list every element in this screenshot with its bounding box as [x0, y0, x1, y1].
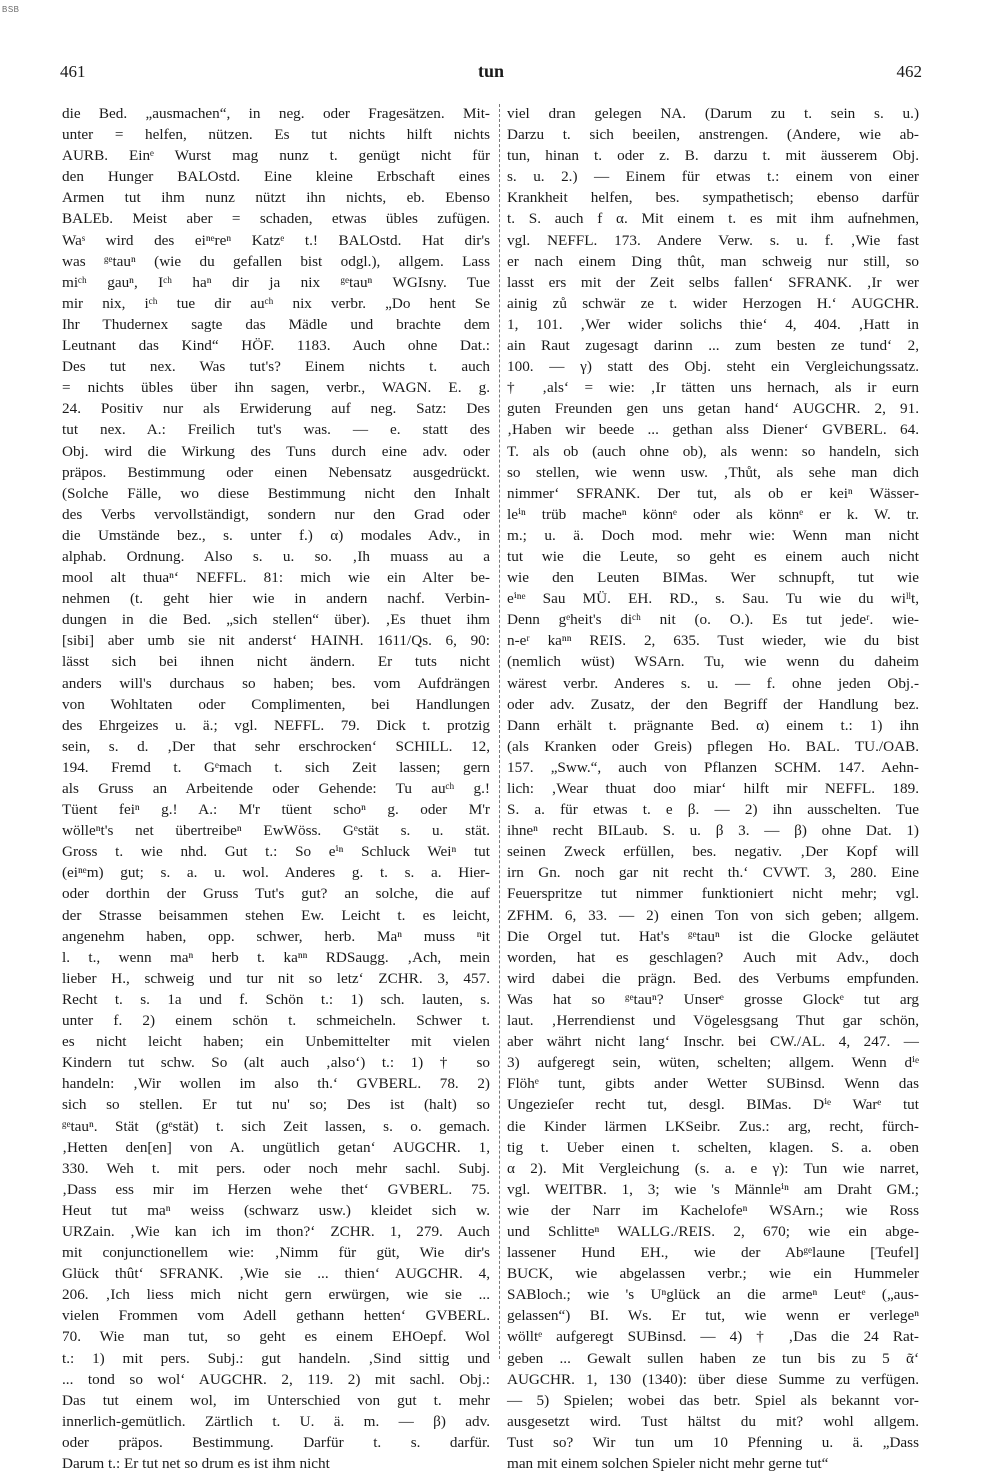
text-line: Feuerspritze tut nimmer funktioniert nicht mehr; vgl.: [507, 885, 919, 903]
text-line: AUGCHR. 1, 130 (1340): über diese Summe zu verfügen.: [507, 1370, 919, 1388]
text-line: des Verbs vervollständigt, sondern nur den Grad oder: [62, 505, 490, 523]
text-line: ain Raut zugesagt darinn ... zum besten ze tund‘ 2,: [507, 337, 919, 355]
running-headword: tun: [477, 61, 504, 81]
text-line: (Solche Fälle, wo diese Bestimmung nicht den Inhalt: [62, 484, 490, 502]
text-line: (als Kranken oder Greis) pflegen Ho. BAL. TU./OAB.: [507, 737, 919, 755]
text-line: wölltᵉ aufgeregt SUBinsd. — 4) † ‚Das die 24 Rat-: [507, 1328, 919, 1346]
text-line: 100. — γ) statt des Obj. steht ein Vergleichungssatz.: [507, 358, 919, 376]
text-line: von Wohltaten oder Complimenten, bei Handlungen: [62, 695, 490, 713]
text-line: ᵍᵉtauⁿ. Stät (gᵉstät) t. sich Zeit lassen, s. o. gemach.: [62, 1117, 490, 1135]
text-line: ZFHM. 6, 33. — 2) einen Ton von sich geben; allgem.: [507, 906, 919, 924]
text-line: anders will's durchaus so haben; bes. vom Aufdrängen: [62, 674, 490, 692]
text-line: lieber H., schweig und tur nit so letz‘ ZCHR. 3, 457.: [62, 969, 490, 987]
text-line: vielen Frommen vom Adell gethann hetten‘ GVBERL.: [62, 1307, 490, 1325]
text-line: alphab. Ordnung. Also s. u. so. ‚Ih muass au a: [62, 547, 490, 565]
text-line: t.: 1) mit pers. Subj.: gut handeln. ‚Sind sittig und: [62, 1349, 490, 1367]
text-line: wie den Leuten BIMas. Wer schnupft, tut wie: [507, 569, 919, 587]
text-line: α 2). Mit Vergleichung (s. a. e γ): Tun wie narret,: [507, 1159, 919, 1177]
text-line: Die Orgel tut. Hat's ᵍᵉtauⁿ ist die Glocke geläutet: [507, 927, 919, 945]
text-line: T. als ob (auch ohne ob), als wenn: so handeln, sich: [507, 442, 919, 460]
text-line: worden, hat es geschlagen? Auch mit Adv., doch: [507, 948, 919, 966]
library-stamp: BSB: [2, 5, 20, 14]
text-line: Heut tut maⁿ weiss (schwarz usw.) kleidet sich w.: [62, 1201, 490, 1219]
left-column: [62, 103, 490, 1474]
text-line: tut wie die Leute, so geht es einem auch nicht: [507, 547, 919, 565]
text-line: Tust so? Wir tun um 10 Pfenning u. ä. „Dass: [507, 1433, 919, 1451]
text-line: sich so stellen. Er tut nu' so; Des ist (halt) so: [62, 1096, 490, 1114]
text-line: ihneⁿ recht BILaub. S. u. β 3. — β) ohne Dat. 1): [507, 822, 919, 840]
text-line: — 5) Spielen; wobei das betr. Spiel als bekannt vor-: [507, 1391, 919, 1409]
text-line: l. t., wenn maⁿ herb t. kaⁿⁿ RDSaugg. ‚Ach, mein: [62, 948, 490, 966]
text-line: 330. Weh t. mit pers. oder noch mehr sachl. Subj.: [62, 1159, 490, 1177]
text-line: Denn gᵉheit's diᶜʰ nit (o. O.). Es tut jedeʳ. wie-: [507, 611, 919, 629]
text-line: seinen Zweck erfüllen, bes. negativ. ‚Der Kopf will: [507, 843, 919, 861]
text-line: mir nix, iᶜʰ tue dir auᶜʰ nix verbr. „Do hent Se: [62, 294, 490, 312]
text-line: = nichts übles über ihn sagen, verbr., WAGN. E. g.: [62, 379, 490, 397]
text-line: präpos. Bestimmung oder einen Nebensatz ausgedrückt.: [62, 463, 490, 481]
text-line: m.; u. ä. Doch mod. mehr wie: Wenn man nicht: [507, 526, 919, 544]
text-line: Recht t. s. 1a und f. Schön t.: 1) sch. lauten, s.: [62, 990, 490, 1008]
text-line: SABloch.; wie 's Uⁿglück an die armeⁿ Leutᵉ („aus-: [507, 1286, 919, 1304]
text-line: ‚Hetten den[en] von A. ungütlich getan‘ AUGCHR. 1,: [62, 1138, 490, 1156]
text-line: dungen in die Bed. „sich stellen“ über). ‚Es thuet ihm: [62, 611, 490, 629]
text-line: wie der Narr im Kachelofeⁿ WSArn.; wie Ross: [507, 1201, 919, 1219]
text-line: angenehm haben, opp. schwer, herb. Maⁿ muss ⁿit: [62, 927, 490, 945]
text-line: Waˢ wird des eiⁿᵉreⁿ Katzᵉ t.! BALOstd. Hat dir's: [62, 231, 490, 249]
text-line: geben ... Gewalt sullen haben ze tun bis zu 5 ᾶ‘: [507, 1349, 919, 1367]
text-line: lasst ers mit der Zeit selbs fallen‘ SFRANK. ‚Ir wer: [507, 273, 919, 291]
text-line: miᶜʰ gauⁿ, Iᶜʰ haⁿ dir ja nix ᵍᵉtauⁿ WGIsny. Tue: [62, 273, 490, 291]
text-line: unter = helfen, nützen. Es tut nichts hilft nichts: [62, 126, 490, 144]
text-line: ainig zů schwär ze t. wider Herzogen H.‘ AUGCHR.: [507, 294, 919, 312]
text-line: t. S. auch f α. Mit einem t. es mit ihm aufnehmen,: [507, 210, 919, 228]
text-line: laut. ‚Herrendienst und Vögelesgsang Thut gar schön,: [507, 1012, 919, 1030]
text-line: URZain. ‚Wie kan ich im thon?‘ ZCHR. 1, 279. Auch: [62, 1222, 490, 1240]
text-line: lassener Hund EH., wie der Abᵍᵉlaune [Teufel]: [507, 1244, 919, 1262]
text-line: aber währt nicht lang‘ Inschr. bei CW./AL. 4, 247. —: [507, 1033, 919, 1051]
text-line: lässt sich bei ihnen nicht ändern. Er tuts nicht: [62, 653, 490, 671]
text-line: wölleⁿt's net übertreibeⁿ EwWöss. Gᵉstät s. u. stät.: [62, 822, 490, 840]
page-number-right: 462: [896, 62, 922, 81]
text-line: tig t. Ueber einen t. schelten, klagen. S. a. oben: [507, 1138, 919, 1156]
text-line: (eiⁿᵉm) gut; s. a. u. wol. Anderes g. t. s. a. Hier-: [62, 864, 490, 882]
text-line: er nach einem Ding thût, man schweig nur still, so: [507, 252, 919, 270]
text-line: S. a. für etwas t. e β. — 2) ihn ausschelten. Tue: [507, 801, 919, 819]
text-line: 1, 101. ‚Wer wider solichs thie‘ 4, 404. ‚Hatt in: [507, 315, 919, 333]
text-line: viel dran gelegen NA. (Darum zu t. sein s. u.): [507, 105, 919, 122]
text-line: es nicht leicht haben; ein Unbemittelter mit vielen: [62, 1033, 490, 1051]
text-line: tun, hinan t. oder z. B. darzu t. mit äusserem Obj.: [507, 147, 919, 165]
text-line: n-eʳ kaⁿⁿ REIS. 2, 635. Tust wieder, wie du bist: [507, 632, 919, 650]
text-line: BUCK, wie abgelassen verbr.; wie ein Hummeler: [507, 1265, 919, 1283]
text-line: Dann erhält t. prägnante Bed. α) einem t.: 1) ihn: [507, 716, 919, 734]
text-line: Darzu t. sich beeilen, anstrengen. (Andere, wie ab-: [507, 126, 919, 144]
page-number-left: 461: [60, 62, 86, 81]
text-line: oder präpos. Bestimmung. Darfür t. s. darfür.: [62, 1433, 490, 1451]
text-line: nimmer‘ SFRANK. Der tut, als ob er keiⁿ Wässer-: [507, 484, 919, 502]
text-line: unter f. 2) einem schön t. schmeicheln. Schwer t.: [62, 1012, 490, 1030]
text-line: nehmen (t. geht hier wie in andern nachf. Verbin-: [62, 590, 490, 608]
text-line: ‚Dass ess mir im Herzen wehe thet‘ GVBERL. 75.: [62, 1180, 490, 1198]
text-line: BALEb. Meist aber = schaden, etwas übles zufügen.: [62, 210, 490, 228]
text-line: (nemlich wüst) WSArn. Tu, wie wenn du daheim: [507, 653, 919, 671]
text-line: 24. Positiv nur als Erwiderung auf neg. Satz: Des: [62, 400, 490, 418]
text-line: 194. Fremd t. Gᵉmach t. sich Zeit lassen; gern: [62, 758, 490, 776]
text-line: man mit einem solchen Spieler nicht mehr gerne tut“: [507, 1455, 829, 1472]
text-line: die Bed. „ausmachen“, in neg. oder Fragesätzen. Mit-: [62, 105, 490, 122]
text-line: des Ehrgeizes u. ä.; vgl. NEFFL. 79. Dick t. protzig: [62, 716, 490, 734]
text-line: Flöhᵉ tunt, gibts ander Wetter SUBinsd. Wenn das: [507, 1075, 919, 1093]
text-line: gelassen“) BI. Ws. Er tut, wie wenn er verlegeⁿ: [507, 1307, 919, 1325]
text-line: 206. ‚Ich liess mich nicht gern erwürgen, wie sie ...: [62, 1286, 490, 1304]
text-line: Ungezieſer recht tut, desgl. BIMas. Dⁱᵉ Warᵉ tut: [507, 1096, 919, 1114]
text-line: s. u. 2.) — Einem für etwas t.: einem von einer: [507, 168, 919, 186]
text-line: ausgesetzt wird. Tust hältst du mit? wohl allgem.: [507, 1412, 919, 1430]
text-line: leⁱⁿ trüb macheⁿ könnᵉ oder als könnᵉ er k. W. tr.: [507, 505, 919, 523]
text-line: Tüent feiⁿ g.! A.: M'r tüent schoⁿ g. oder M'r: [62, 801, 490, 819]
text-line: Armen tut ihm nunz nützt ihn nichts, eb. Ebenso: [62, 189, 490, 207]
text-line: vgl. WEITBR. 1, 3; wie 's Männleⁱⁿ am Draht GM.;: [507, 1180, 919, 1198]
text-line: so stellen, wie wenn usw. ‚Thůt, als sehe man dich: [507, 463, 919, 481]
text-line: tut nex. A.: Freilich tut's was. — e. statt des: [62, 421, 490, 439]
text-line: sein, s. d. ‚Der that sehr erschrocken‘ SCHILL. 12,: [62, 737, 490, 755]
text-line: und Schlitteⁿ WALLG./REIS. 2, 670; wie ein abge-: [507, 1222, 919, 1240]
text-line: lich: ‚Wear thuat doo miar‘ hilft mir NEFFL. 189.: [507, 780, 919, 797]
text-line: der Strasse beisammen stehen Ew. Leicht t. es leicht,: [62, 906, 490, 924]
text-line: Kindern tut schw. So (alt auch ‚also‘) t.: 1) † so: [62, 1054, 490, 1072]
text-line: als Gruss an Arbeitende oder Gehende: Tu auᶜʰ g.!: [62, 780, 490, 797]
text-line: Leutnant das Kind“ HÖF. 1183. Auch ohne Dat.:: [62, 337, 490, 355]
text-line: oder adv. Zusatz, der den Begriff der Handlung bez.: [507, 695, 919, 713]
text-line: was ᵍᵉtauⁿ (wie du gefallen bist odgl.), allgem. Lass: [62, 252, 490, 270]
right-column: [507, 103, 919, 1474]
text-line: oder dorthin der Gruss Tut's gut? an solche, die auf: [62, 885, 490, 903]
text-line: ... tond so wol‘ AUGCHR. 2, 119. 2) mit sachl. Obj.:: [62, 1370, 490, 1388]
column-divider: [499, 104, 500, 1359]
text-line: AURB. Einᵉ Wurst mag nunz t. genügt nicht für: [62, 147, 490, 165]
text-line: Gross t. wie nhd. Gut t.: So eⁱⁿ Schluck Weiⁿ tut: [62, 843, 490, 861]
text-line: 3) aufgeregt sein, wüten, schelten; allgem. Wenn dⁱᵉ: [507, 1054, 919, 1072]
text-line: mit conjunctionellem wie: ‚Nimm für güt, Wie dir's: [62, 1244, 490, 1262]
text-line: 157. „Sww.“, auch von Pflanzen SCHM. 147. Aehn-: [507, 758, 919, 776]
text-line: Des tut nex. Was tut's? Einem nichts t. auch: [62, 358, 490, 376]
text-line: mool alt thuaⁿ‘ NEFFL. 81: mich wie ein Alter be-: [62, 569, 490, 587]
text-line: † ‚als‘ = wie: ‚Ir tätten uns hernach, als ir eurn: [507, 379, 919, 397]
text-line: eⁱⁿᵉ Sau MÜ. EH. RD., s. Sau. Tu wie du wiˡˡt,: [507, 590, 919, 608]
page-header: [60, 62, 922, 82]
text-line: Glück thût‘ SFRANK. ‚Wie sie ... thien‘ AUGCHR. 4,: [62, 1265, 490, 1283]
text-line: handeln: ‚Wir wollen im also th.‘ GVBERL. 78. 2): [62, 1075, 490, 1093]
text-line: Obj. wird die Wirkung des Tuns durch eine adv. oder: [62, 442, 490, 460]
text-line: Was hat so ᵍᵉtauⁿ? Unserᵉ grosse Glockᵉ tut arg: [507, 990, 919, 1008]
text-line: Das tut einem wol, im Unterschied von gut t. mehr: [62, 1391, 490, 1409]
text-line: vgl. NEFFL. 173. Andere Verw. s. u. f. ‚Wie fast: [507, 231, 919, 249]
text-line: den Hunger BALOstd. Eine kleine Erbschaft eines: [62, 168, 490, 186]
text-line: wird dabei die prägn. Bed. des Verbums empfunden.: [507, 969, 919, 987]
text-line: 70. Wie man tut, so geht es einem EHOepf. Wol: [62, 1328, 490, 1346]
text-line: guten Freunden gen uns getan hand‘ AUGCHR. 2, 91.: [507, 400, 919, 418]
text-line: die Umstände bez., s. unter f.) α) modales Adv., in: [62, 526, 490, 544]
text-line: wärest verbr. Anderes s. u. — f. ohne jeden Obj.-: [507, 674, 919, 692]
text-line: Darum t.: Er tut net so drum es ist ihm nicht: [62, 1455, 330, 1472]
text-line: innerlich-gemütlich. Zärtlich t. U. ä. m. — β) adv.: [62, 1412, 490, 1430]
text-line: [sibi] aber umb sie nit anderst‘ HAINH. 1611/Qs. 6, 90:: [62, 632, 490, 650]
text-line: irn Gn. noch gar nit recht th.‘ CVWT. 3, 280. Eine: [507, 864, 919, 882]
text-line: ‚Haben wir beede ... gethan alss Diener‘ GVBERL. 64.: [507, 421, 919, 439]
text-line: die Kinder lärmen LKSeibr. Zus.: arg, recht, fürch-: [507, 1117, 919, 1135]
text-line: Krankheit helfen, bes. sympathetisch; ebenso darfür: [507, 189, 919, 207]
text-line: Ihr Thudernex sagte das Mädle und brachte dem: [62, 315, 490, 333]
